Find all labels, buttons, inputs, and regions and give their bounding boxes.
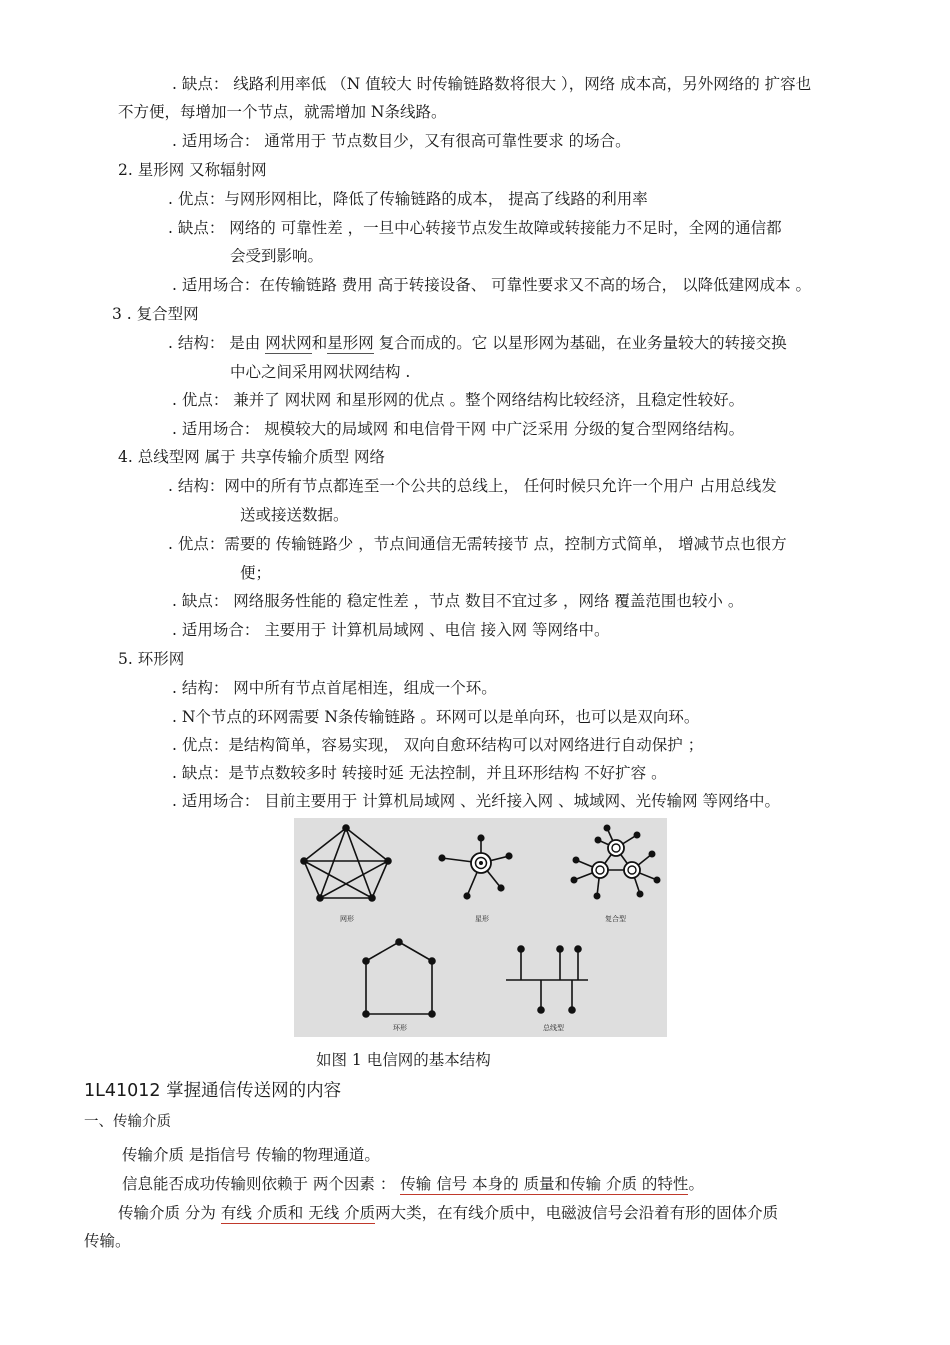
label-star: 星形 — [475, 915, 489, 923]
underlined-mesh-term: 网状网 — [265, 334, 312, 352]
label-mesh: 网形 — [340, 915, 354, 923]
media-rest: 两大类，在有线介质中，电磁波信号会沿着有形的固体介质 — [375, 1204, 779, 1222]
subsection-heading: 一、传输介质 — [84, 1114, 171, 1130]
line-composite-structure-cont: 中心之间采用网状网结构 . — [230, 363, 411, 381]
line-bus-structure: . 结构：网中的所有节点都连至一个公共的总线上， 任何时候只允许一个用户 占用总线发 — [168, 477, 777, 495]
underlined-star-term: 星形网 — [327, 334, 374, 352]
ring-nodes — [362, 938, 436, 1018]
mesh-nodes — [300, 824, 392, 902]
topology-diagrams — [294, 818, 667, 1037]
star-center-node — [471, 853, 491, 873]
figure-caption: 如图 1 电信网的基本结构 — [316, 1051, 491, 1069]
line-bus-pros: . 优点：需要的 传输链路少 ，节点间通信无需转接节 点，控制方式简单， 增减节点也很方 — [168, 535, 787, 553]
line-composite-usage: . 适用场合： 规模较大的局域网 和电信骨干网 中广泛采用 分级的复合型网络结构。 — [172, 420, 745, 438]
line-mesh-usage: . 适用场合： 通常用于 节点数目少，又有很高可靠性要求 的场合。 — [172, 132, 631, 150]
paragraph-definition: 传输介质 是指信号 传输的物理通道。 — [122, 1146, 380, 1164]
section-heading: 1L41012 掌握通信传送网的内容 — [84, 1081, 342, 1101]
paragraph-media-types — [118, 1203, 778, 1223]
heading-star-network: 2. 星形网 又称辐射网 — [118, 161, 267, 179]
network-topology-figure — [294, 818, 667, 1037]
line-composite-structure — [168, 333, 787, 353]
mesh-topology — [304, 828, 388, 898]
factors-end: 。 — [688, 1175, 704, 1193]
heading-composite-network: 3 . 复合型网 — [112, 305, 199, 323]
line-ring-usage: . 适用场合： 目前主要用于 计算机局域网 、光纤接入网 、城域网、光传输网 等网络中。 — [172, 792, 780, 810]
line-star-cons-cont: 会受到影响。 — [230, 247, 324, 265]
label-ring: 环形 — [393, 1024, 407, 1032]
ring-topology — [366, 942, 432, 1014]
structure-prefix: . 结构： 是由 — [168, 334, 261, 352]
heading-bus-network: 4. 总线型网 属于 共享传输介质型 网络 — [118, 448, 385, 466]
bus-topology — [506, 951, 588, 1008]
line-composite-pros: . 优点： 兼并了 网状网 和星形网的优点 。整个网络结构比较经济，且稳定性较好。 — [172, 391, 745, 409]
line-bus-structure-cont: 送或接送数据。 — [240, 506, 349, 524]
line-mesh-cons-cont: 不方便，每增加一个节点，就需增加 N条线路。 — [118, 103, 447, 121]
line-mesh-cons: . 缺点： 线路利用率低 （N 值较大 时传输链路数将很大 ），网络 成本高，另外网络的 扩容也 — [172, 75, 812, 93]
paragraph-factors — [122, 1174, 704, 1194]
paragraph-media-types-cont: 传输。 — [84, 1232, 131, 1250]
line-bus-cons: . 缺点： 网络服务性能的 稳定性差 ，节点 数目不宜过多 ，网络 覆盖范围也较小 。 — [172, 592, 744, 610]
heading-ring-network: 5. 环形网 — [118, 650, 185, 668]
structure-rest: 复合而成的。它 以星形网为基础，在业务量较大的转接交换 — [378, 334, 787, 352]
composite-topology — [574, 828, 657, 896]
label-bus: 总线型 — [543, 1024, 564, 1032]
line-bus-usage: . 适用场合： 主要用于 计算机局域网 、电信 接入网 等网络中。 — [172, 621, 610, 639]
label-composite: 复合型 — [605, 915, 626, 923]
line-ring-links: . N个节点的环网需要 N条传输链路 。环网可以是单向环，也可以是双向环。 — [172, 708, 700, 726]
composite-leaf-nodes — [571, 825, 661, 900]
line-star-cons: . 缺点： 网络的 可靠性差 ，一旦中心转接节点发生故障或转接能力不足时，全网的通信都 — [168, 219, 782, 237]
line-ring-cons: . 缺点：是节点数较多时 转接时延 无法控制，并且环形结构 不好扩容 。 — [172, 764, 667, 782]
composite-hub-nodes — [592, 840, 640, 878]
media-prefix: 传输介质 分为 — [118, 1204, 216, 1222]
line-bus-pros-cont: 便； — [240, 564, 272, 582]
structure-and: 和 — [311, 334, 328, 352]
line-star-pros: . 优点：与网形网相比，降低了传输链路的成本， 提高了线路的利用率 — [168, 190, 648, 208]
line-ring-structure: . 结构： 网中所有节点首尾相连，组成一个环。 — [172, 679, 497, 697]
line-star-usage: . 适用场合：在传输链路 费用 高于转接设备、 可靠性要求又不高的场合， 以降低建网成本 。 — [172, 276, 811, 294]
factors-prefix: 信息能否成功传输则依赖于 两个因素 ： — [122, 1175, 396, 1193]
line-ring-pros: . 优点：是结构简单，容易实现， 双向自愈环结构可以对网络进行自动保护 ； — [172, 736, 704, 754]
media-underlined: 有线 介质和 无线 介质 — [220, 1204, 376, 1222]
factors-underlined: 传输 信号 本身的 质量和传输 介质 的特性 — [400, 1175, 689, 1193]
